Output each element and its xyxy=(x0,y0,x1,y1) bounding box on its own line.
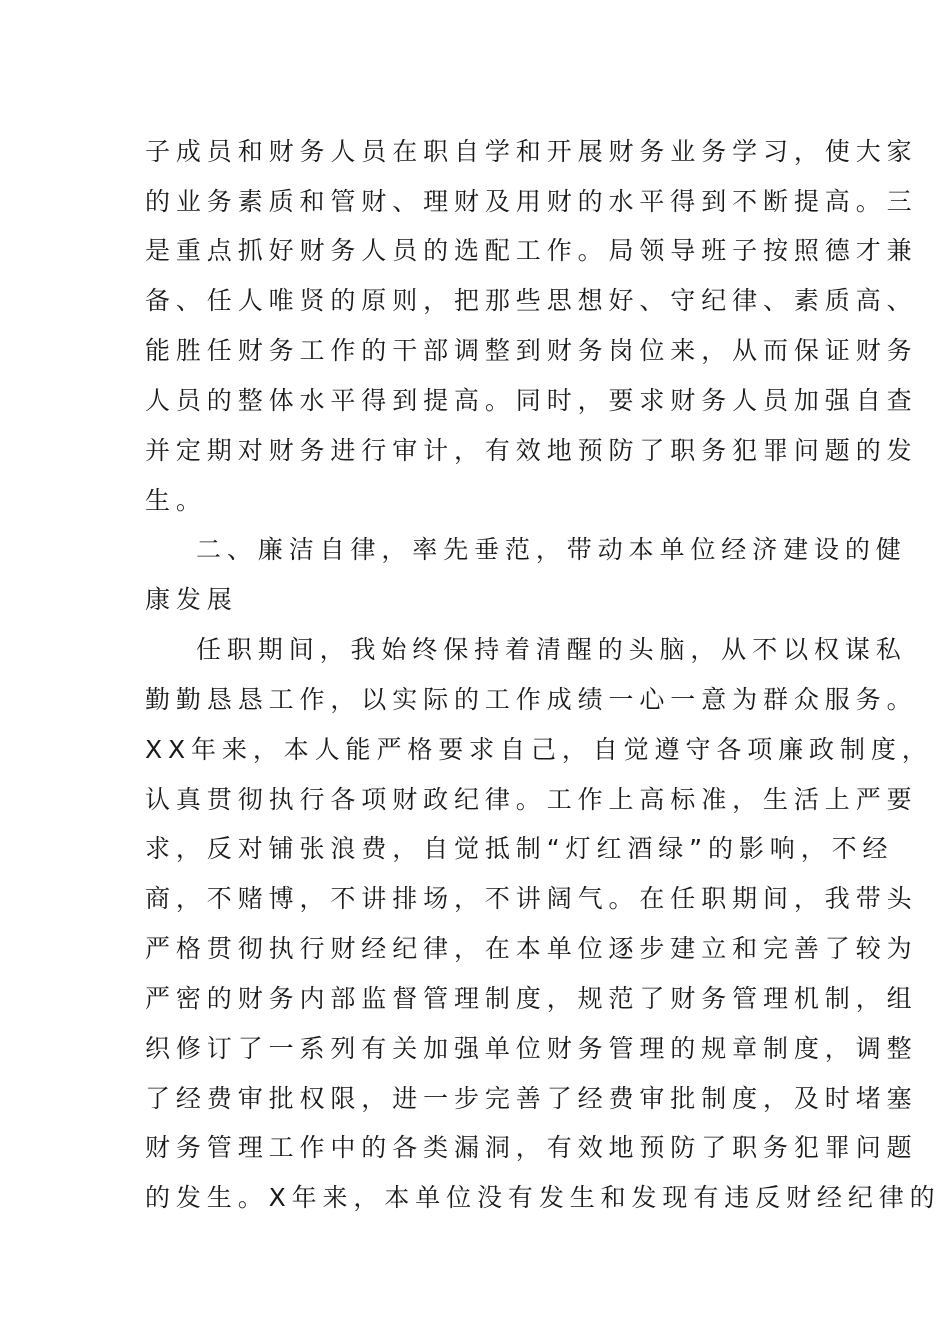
body-text-line: 生。 xyxy=(145,486,207,515)
body-text-line: 备、任人唯贤的原则，把那些思想好、守纪律、素质高、 xyxy=(145,286,918,315)
body-text-line: 勤勤恳恳工作，以实际的工作成绩一心一意为群众服务。 xyxy=(145,685,918,714)
body-text-line: 了经费审批权限，进一步完善了经费审批制度，及时堵塞 xyxy=(145,1084,918,1113)
body-text-line: XX年来，本人能严格要求自己，自觉遵守各项廉政制度， xyxy=(145,735,933,764)
body-text-line: 织修订了一系列有关加强单位财务管理的规章制度，调整 xyxy=(145,1034,918,1063)
body-text-line: 人员的整体水平得到提高。同时，要求财务人员加强自查 xyxy=(145,386,918,415)
body-text-line: 能胜任财务工作的干部调整到财务岗位来，从而保证财务 xyxy=(145,336,918,365)
body-text-line: 认真贯彻执行各项财政纪律。工作上高标准，生活上严要 xyxy=(145,785,918,814)
body-text-line: 子成员和财务人员在职自学和开展财务业务学习，使大家 xyxy=(145,137,918,166)
section-heading-continued: 康发展 xyxy=(145,585,238,614)
paragraph-first-line: 任职期间，我始终保持着清醒的头脑，从不以权谋私 xyxy=(196,635,907,664)
body-text-line: 的发生。X年来，本单位没有发生和发现有违反财经纪律的 xyxy=(145,1183,941,1212)
body-text-line: 商，不赌博，不讲排场，不讲阔气。在任职期间，我带头 xyxy=(145,884,918,913)
body-text-line: 财务管理工作中的各类漏洞，有效地预防了职务犯罪问题 xyxy=(145,1133,918,1162)
body-text-line: 并定期对财务进行审计，有效地预防了职务犯罪问题的发 xyxy=(145,436,918,465)
body-text-line: 是重点抓好财务人员的选配工作。局领导班子按照德才兼 xyxy=(145,236,918,265)
body-text-line: 严格贯彻执行财经纪律，在本单位逐步建立和完善了较为 xyxy=(145,934,918,963)
body-text-line: 严密的财务内部监督管理制度，规范了财务管理机制，组 xyxy=(145,984,918,1013)
section-heading: 二、廉洁自律，率先垂范，带动本单位经济建设的健 xyxy=(196,535,907,564)
body-text-line: 求，反对铺张浪费，自觉抵制“灯红酒绿”的影响，不经 xyxy=(145,834,894,863)
body-text-line: 的业务素质和管财、理财及用财的水平得到不断提高。三 xyxy=(145,187,918,216)
